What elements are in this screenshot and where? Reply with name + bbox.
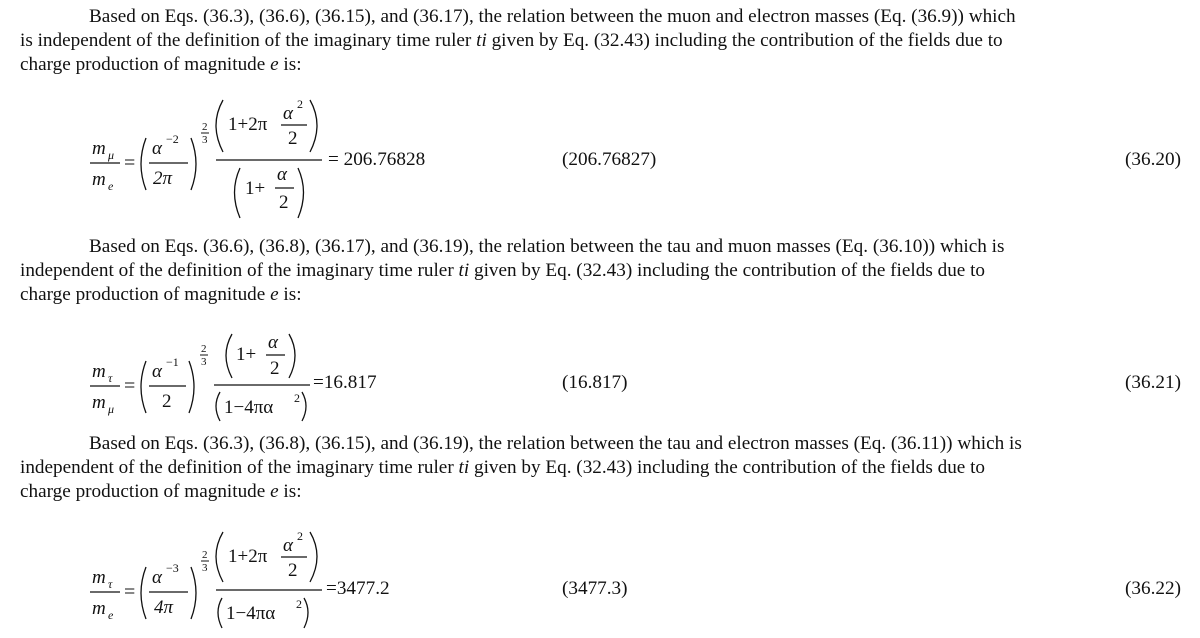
left-paren	[141, 361, 146, 413]
denominator-right-paren	[304, 598, 308, 628]
variable-ti: ti	[458, 260, 470, 281]
equation-number: (36.20)	[1125, 149, 1181, 170]
text-run: charge production of magnitude	[20, 284, 271, 305]
denominator-left-paren	[235, 168, 241, 218]
numerator-left-paren	[216, 532, 223, 582]
text-run: independent of the definition of the imaginary time ruler	[20, 260, 459, 281]
equation-check-value: (3477.3)	[562, 578, 628, 599]
denominator-left-paren	[216, 392, 220, 421]
right-paren	[191, 567, 196, 619]
equation-36-21	[0, 330, 1200, 430]
outer-exponent-numerator: 2	[202, 121, 208, 133]
outer-exponent-denominator: 3	[202, 134, 208, 146]
lhs-denominator: m	[92, 598, 106, 619]
lhs-denominator: m	[92, 392, 106, 413]
right-paren	[189, 361, 194, 413]
paragraph-line	[20, 53, 1180, 77]
inner-fraction-numerator: α	[283, 103, 293, 124]
equals-sign: =	[124, 375, 136, 397]
inner-fraction-denominator: 2	[288, 128, 298, 149]
base-numerator: α	[152, 567, 162, 588]
numerator-left-paren	[226, 334, 232, 378]
equation-result: =3477.2	[326, 578, 390, 599]
denominator-fraction-denominator: 2	[279, 192, 289, 213]
text-run: is:	[278, 481, 302, 502]
left-paren	[141, 567, 146, 619]
big-denominator-exponent: 2	[296, 597, 302, 611]
outer-exponent-denominator: 3	[201, 356, 207, 368]
base-denominator: 2	[162, 391, 172, 412]
big-denominator-text: 1−4πα	[224, 397, 274, 418]
base-denominator: 2π	[153, 168, 173, 189]
paragraph-muon-electron	[20, 5, 1180, 77]
variable-e: e	[270, 481, 279, 502]
denominator-right-paren	[298, 168, 304, 218]
big-denominator-exponent: 2	[294, 391, 300, 405]
equation-number: (36.22)	[1125, 578, 1181, 599]
text-run: independent of the definition of the imaginary time ruler	[20, 457, 459, 478]
big-denominator-text: 1+	[245, 178, 266, 199]
lhs-denominator-subscript: μ	[108, 402, 115, 416]
equation-36-22	[0, 528, 1200, 636]
equation-number: (36.21)	[1125, 372, 1181, 393]
paragraph-line: Based on Eqs. (36.3), (36.6), (36.15), and (36.17), the relation between the muon and electron masses (Eq. (36.9)) which	[89, 6, 1016, 27]
equation-check-value: (206.76827)	[562, 149, 657, 170]
inner-fraction-exponent: 2	[297, 529, 303, 543]
paragraph-tau-electron	[20, 432, 1180, 504]
outer-exponent-denominator: 3	[202, 562, 208, 574]
inner-fraction-denominator: 2	[270, 358, 280, 379]
text-run: is:	[278, 54, 302, 75]
inner-fraction-denominator: 2	[288, 560, 298, 581]
equals-sign: =	[124, 152, 136, 174]
lhs-numerator: m	[92, 361, 106, 382]
base-numerator: α	[152, 361, 162, 382]
outer-exponent-numerator: 2	[201, 343, 207, 355]
big-numerator-text: 1+2π	[228, 114, 268, 135]
equals-sign: =	[124, 581, 136, 603]
variable-ti: ti	[458, 457, 470, 478]
base-numerator-exponent: −1	[166, 355, 179, 369]
big-denominator-text: 1−4πα	[226, 603, 276, 624]
variable-ti: ti	[476, 30, 487, 51]
paragraph-line: Based on Eqs. (36.3), (36.8), (36.15), and (36.19), the relation between the tau and electron masses (Eq. (36.11)) which is	[89, 433, 1022, 454]
base-numerator: α	[152, 138, 162, 159]
big-numerator-text: 1+	[236, 344, 257, 365]
equation-36-20	[0, 92, 1200, 220]
text-run: given by Eq. (32.43) including the contribution of the fields due to	[469, 260, 986, 281]
paragraph-line: Based on Eqs. (36.6), (36.8), (36.17), and (36.19), the relation between the tau and muon masses (Eq. (36.10)) which is	[89, 236, 1005, 257]
text-run: charge production of magnitude	[20, 54, 271, 75]
text-run: charge production of magnitude	[20, 481, 271, 502]
paragraph-line	[20, 480, 1180, 504]
lhs-numerator: m	[92, 138, 106, 159]
denominator-fraction-numerator: α	[277, 164, 287, 185]
left-paren	[141, 138, 146, 190]
denominator-right-paren	[302, 392, 306, 421]
paragraph-line	[20, 456, 1180, 480]
equation-check-value: (16.817)	[562, 372, 628, 393]
base-numerator-exponent: −3	[166, 561, 179, 575]
lhs-numerator-subscript: τ	[108, 577, 113, 591]
text-run: is independent of the definition of the imaginary time ruler	[20, 30, 477, 51]
inner-fraction-exponent: 2	[297, 97, 303, 111]
paragraph-line	[20, 29, 1180, 53]
variable-e: e	[270, 54, 279, 75]
lhs-denominator: m	[92, 169, 106, 190]
equation-result: =16.817	[313, 372, 377, 393]
lhs-denominator-subscript: e	[108, 179, 114, 193]
right-paren	[191, 138, 196, 190]
inner-fraction-numerator: α	[283, 535, 293, 556]
paragraph-line	[20, 259, 1180, 283]
inner-fraction-numerator: α	[268, 332, 278, 353]
numerator-left-paren	[216, 100, 223, 152]
lhs-numerator-subscript: μ	[108, 148, 115, 162]
lhs-denominator-subscript: e	[108, 608, 114, 622]
paragraph-tau-muon	[20, 235, 1180, 307]
paragraph-line	[20, 283, 1180, 307]
numerator-right-paren	[289, 334, 295, 378]
base-numerator-exponent: −2	[166, 132, 179, 146]
lhs-numerator-subscript: τ	[108, 371, 113, 385]
numerator-right-paren	[310, 532, 317, 582]
equation-result: = 206.76828	[328, 149, 426, 170]
text-run: is:	[278, 284, 302, 305]
denominator-left-paren	[218, 598, 222, 628]
text-run: given by Eq. (32.43) including the contribution of the fields due to	[486, 30, 1003, 51]
numerator-right-paren	[310, 100, 317, 152]
variable-e: e	[270, 284, 279, 305]
text-run: given by Eq. (32.43) including the contribution of the fields due to	[469, 457, 986, 478]
lhs-numerator: m	[92, 567, 106, 588]
outer-exponent-numerator: 2	[202, 549, 208, 561]
base-denominator: 4π	[154, 597, 174, 618]
big-numerator-text: 1+2π	[228, 546, 268, 567]
